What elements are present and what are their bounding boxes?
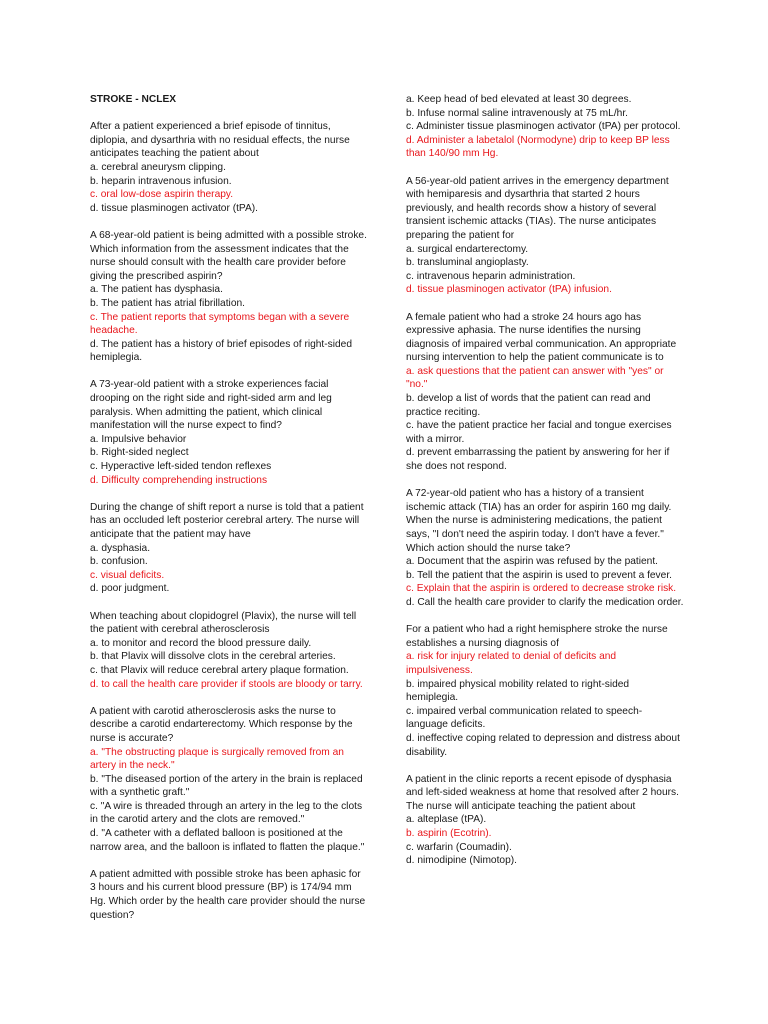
- answer-option-correct: c. The patient reports that symptoms began with a severe headache.: [90, 311, 350, 337]
- answer-option: a. The patient has dysphasia.: [90, 284, 223, 296]
- answer-option: a. alteplase (tPA).: [406, 814, 487, 826]
- answer-option: c. that Plavix will reduce cerebral artery plaque formation.: [90, 664, 349, 676]
- answer-option: a. cerebral aneurysm clipping.: [90, 161, 226, 173]
- answer-option: c. warfarin (Coumadin).: [406, 841, 512, 853]
- answer-option-correct: d. to call the health care provider if stools are bloody or tarry.: [90, 678, 363, 690]
- question-block: [406, 623, 684, 759]
- document-title: STROKE - NCLEX: [90, 94, 177, 105]
- question-block: [90, 378, 368, 487]
- answer-option: d. tissue plasminogen activator (tPA).: [90, 202, 258, 214]
- answer-option: d. poor judgment.: [90, 583, 170, 595]
- answer-option: b. confusion.: [90, 556, 148, 568]
- left-question-list: [90, 120, 368, 922]
- answer-option-correct: c. oral low-dose aspirin therapy.: [90, 189, 234, 201]
- answer-option: c. impaired verbal communication related to speech-language deficits.: [406, 705, 643, 731]
- question-block: [90, 868, 368, 922]
- question-stem: A female patient who had a stroke 24 hours ago has expressive aphasia. The nurse identifies the nursing diagnosis of impaired verbal communication. An appropriate nursing intervention to help the patient communicate is to: [406, 311, 677, 364]
- answer-option: d. prevent embarrassing the patient by answering for her if she does not respond.: [406, 447, 670, 473]
- question-stem: A patient with carotid atherosclerosis asks the nurse to describe a carotid endarterectomy. Which response by the nurse is accurate?: [90, 705, 353, 744]
- answer-option-correct: a. "The obstructing plaque is surgically removed from an artery in the neck.": [90, 746, 344, 772]
- answer-option: c. Administer tissue plasminogen activator (tPA) per protocol.: [406, 121, 681, 133]
- answer-option: b. Right-sided neglect: [90, 447, 189, 459]
- question-stem: A patient admitted with possible stroke has been aphasic for 3 hours and his current blood pressure (BP) is 174/94 mm Hg. Which order by the health care provider should the nurse question?: [90, 868, 366, 921]
- answer-option: b. Infuse normal saline intravenously at 75 mL/hr.: [406, 107, 628, 119]
- answer-option: a. Keep head of bed elevated at least 30 degrees.: [406, 94, 632, 105]
- answer-option: b. that Plavix will dissolve clots in the cerebral arteries.: [90, 651, 336, 663]
- answer-option: c. have the patient practice her facial and tongue exercises with a mirror.: [406, 420, 672, 445]
- question-stem: A 73-year-old patient with a stroke experiences facial drooping on the right side and right-sided arm and leg paralysis. When admitting the patient, which clinical manifestation will the nurse expect to find?: [90, 379, 332, 432]
- answer-option: c. Hyperactive left-sided tendon reflexes: [90, 461, 272, 473]
- answer-option: d. "A catheter with a deflated balloon is positioned at the narrow area, and the balloon is inflated to flatten the plaque.": [90, 828, 365, 853]
- answer-option: a. Document that the aspirin was refused by the patient.: [406, 556, 659, 568]
- answer-option: c. intravenous heparin administration.: [406, 270, 576, 282]
- left-column: [90, 93, 368, 936]
- right-column: [406, 93, 684, 881]
- answer-option: d. ineffective coping related to depression and distress about disability.: [406, 732, 680, 758]
- question-block: [406, 773, 684, 868]
- answer-option-correct: d. Difficulty comprehending instructions: [90, 474, 268, 486]
- question-block: [90, 229, 368, 365]
- answer-option-correct: a. risk for injury related to denial of deficits and impulsiveness.: [406, 651, 617, 676]
- answer-option: b. "The diseased portion of the artery in the brain is replaced with a synthetic graft.": [90, 773, 363, 799]
- right-question-list: [406, 93, 684, 868]
- question-block: [406, 311, 684, 474]
- question-block: [90, 705, 368, 855]
- answer-option: d. The patient has a history of brief episodes of right-sided hemiplegia.: [90, 338, 353, 364]
- question-stem: A 68-year-old patient is being admitted with a possible stroke. Which information from the assessment indicates that the nurse should consult with the health care provider before giving the prescribed aspirin?: [90, 229, 367, 282]
- answer-option: a. to monitor and record the blood pressure daily.: [90, 637, 312, 649]
- answer-option: b. transluminal angioplasty.: [406, 257, 529, 269]
- answer-option: d. Call the health care provider to clarify the medication order.: [406, 596, 684, 608]
- answer-option-correct: a. ask questions that the patient can answer with "yes" or "no.": [406, 365, 664, 391]
- answer-option-correct: d. Administer a labetalol (Normodyne) drip to keep BP less than 140/90 mm Hg.: [406, 134, 670, 160]
- question-block: [90, 501, 368, 596]
- question-block: [90, 610, 368, 692]
- question-stem: When teaching about clopidogrel (Plavix), the nurse will tell the patient with cerebral atherosclerosis: [90, 610, 357, 636]
- answer-option: c. "A wire is threaded through an artery in the leg to the clots in the carotid artery and the clots are removed.": [90, 800, 363, 826]
- answer-option: a. Impulsive behavior: [90, 433, 187, 445]
- answer-option-correct: b. aspirin (Ecotrin).: [406, 828, 492, 840]
- question-stem: For a patient who had a right hemisphere stroke the nurse establishes a nursing diagnosis of: [406, 624, 668, 649]
- question-stem: During the change of shift report a nurse is told that a patient has an occluded left posterior cerebral artery. The nurse will anticipate that the patient may have: [90, 501, 364, 540]
- question-block: [90, 120, 368, 215]
- question-block: [406, 175, 684, 297]
- answer-option: b. develop a list of words that the patient can read and practice reciting.: [406, 393, 651, 418]
- answer-option-correct: c. Explain that the aspirin is ordered to decrease stroke risk.: [406, 583, 677, 595]
- answer-option: b. impaired physical mobility related to right-sided hemiplegia.: [406, 678, 630, 704]
- question-block: [406, 487, 684, 609]
- question-stem: A 72-year-old patient who has a history of a transient ischemic attack (TIA) has an order for aspirin 160 mg daily. When the nurse is administering medications, the patient says, "I don't need the aspirin today. I don't have a fever." Which action should the nurse take?: [406, 488, 672, 554]
- question-stem: After a patient experienced a brief episode of tinnitus, diplopia, and dysarthria with no residual effects, the nurse anticipates teaching the patient about: [90, 121, 350, 160]
- answer-option: a. dysphasia.: [90, 542, 151, 554]
- answer-option: b. The patient has atrial fibrillation.: [90, 297, 245, 309]
- answer-option: a. surgical endarterectomy.: [406, 243, 529, 255]
- answer-option: d. nimodipine (Nimotop).: [406, 855, 517, 867]
- answer-option-correct: d. tissue plasminogen activator (tPA) infusion.: [406, 284, 612, 296]
- question-stem: A 56-year-old patient arrives in the emergency department with hemiparesis and dysarthria that started 2 hours previously, and health records show a history of several transient ischemic attacks (TIAs). The nurse anticipates preparing the patient for: [406, 175, 669, 241]
- answer-option-correct: c. visual deficits.: [90, 569, 165, 581]
- question-block: [406, 93, 684, 161]
- question-stem: A patient in the clinic reports a recent episode of dysphasia and left-sided weakness at home that resolved after 2 hours. The nurse will anticipate teaching the patient about: [406, 773, 679, 812]
- answer-option: b. Tell the patient that the aspirin is used to prevent a fever.: [406, 569, 672, 581]
- answer-option: b. heparin intravenous infusion.: [90, 175, 232, 187]
